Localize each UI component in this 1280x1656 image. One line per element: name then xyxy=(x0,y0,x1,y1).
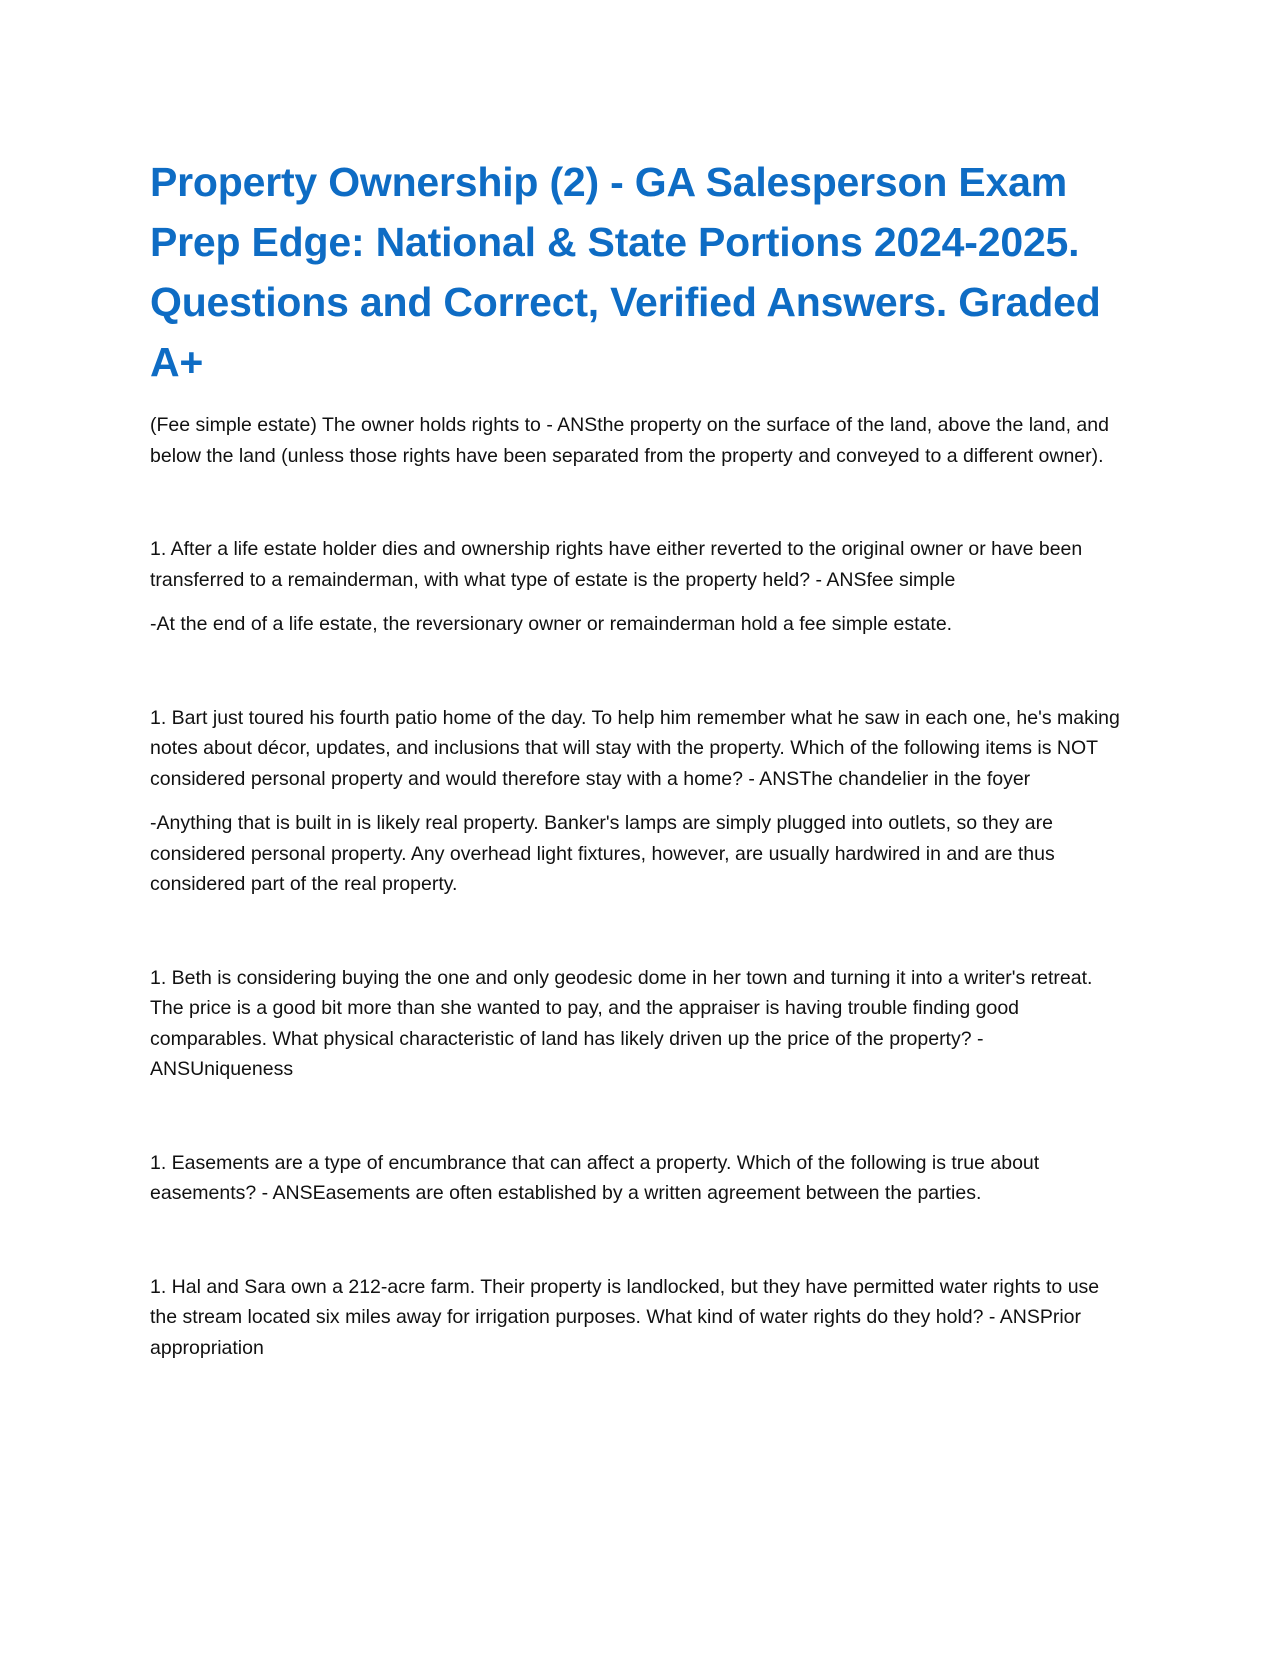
question-life-estate: 1. After a life estate holder dies and ownership rights have either reverted to the original owner or have been transferred to a remainderman, with what type of estate is the property held? - ANSfee simple xyxy=(150,538,1083,591)
paragraph-fee-simple-estate: (Fee simple estate) The owner holds rights to - ANSthe property on the surface of the land, above the land, and below the land (unless those rights have been separated from the property and conveyed to a different owner). xyxy=(150,414,1109,467)
document-title: Property Ownership (2) - GA Salesperson Exam Prep Edge: National & State Portions 2024-2025. Questions and Correct, Verified Answers. Graded A+ xyxy=(150,159,1101,385)
explanation-life-estate: -At the end of a life estate, the reversionary owner or remainderman hold a fee simple estate. xyxy=(150,613,953,635)
document-page xyxy=(150,152,1130,1363)
question-personal-property: 1. Bart just toured his fourth patio home of the day. To help him remember what he saw in each one, he's making notes about décor, updates, and inclusions that will stay with the property. Which of the following items is NOT considered personal property and would therefore stay with a home? - ANSThe chandelier in the foyer xyxy=(150,706,1120,790)
question-easements: 1. Easements are a type of encumbrance that can affect a property. Which of the following is true about easements? - ANSEasements are often established by a written agreement between the parties. xyxy=(150,1151,1040,1204)
question-uniqueness: 1. Beth is considering buying the one and only geodesic dome in her town and turning it into a writer's retreat. The price is a good bit more than she wanted to pay, and the appraiser is having trouble finding good comparables. What physical characteristic of land has likely driven up the price of the property? - ANSUniqueness xyxy=(150,966,1093,1080)
explanation-personal-property: -Anything that is built in is likely real property. Banker's lamps are simply plugged into outlets, so they are considered personal property. Any overhead light fixtures, however, are usually hardwired in and are thus considered part of the real property. xyxy=(150,812,1055,895)
question-water-rights: 1. Hal and Sara own a 212-acre farm. Their property is landlocked, but they have permitted water rights to use the stream located six miles away for irrigation purposes. What kind of water rights do they hold? - ANSPrior appropriation xyxy=(150,1275,1100,1359)
